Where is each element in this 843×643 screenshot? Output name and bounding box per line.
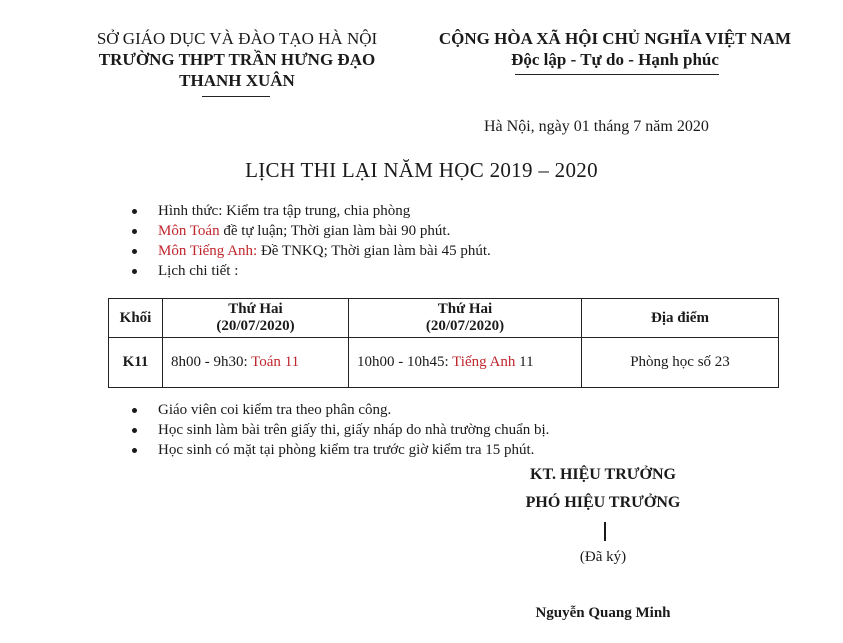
list-item bbox=[132, 221, 491, 241]
signer-name: Nguyễn Quang Minh bbox=[535, 605, 671, 621]
header-slot2-date: (20/07/2020) bbox=[425, 318, 505, 334]
issuer-underline bbox=[202, 96, 270, 97]
date-line: Hà Nội, ngày 01 tháng 7 năm 2020 bbox=[484, 118, 709, 135]
header-slot1 bbox=[163, 299, 349, 338]
table-row bbox=[109, 338, 779, 388]
header-slot2-day: Thứ Hai bbox=[437, 301, 493, 317]
header-location: Địa điểm bbox=[582, 299, 779, 338]
header-grade: Khối bbox=[109, 299, 163, 338]
signed-note: (Đã ký) bbox=[579, 549, 627, 565]
exam-schedule-table bbox=[108, 298, 779, 388]
header-slot1-day: Thứ Hai bbox=[228, 301, 283, 317]
note-text: Học sinh có mặt tại phòng kiểm tra trước giờ kiểm tra 15 phút. bbox=[158, 442, 535, 458]
list-item bbox=[132, 261, 491, 281]
note-text: Giáo viên coi kiểm tra theo phân công. bbox=[158, 402, 392, 418]
cell-location: Phòng học số 23 bbox=[582, 338, 779, 388]
national-header bbox=[410, 28, 820, 70]
format-text: Hình thức: Kiểm tra tập trung, chia phòng bbox=[158, 203, 411, 219]
exam-info-list bbox=[132, 201, 491, 281]
cell-slot1 bbox=[163, 338, 349, 388]
list-item bbox=[132, 241, 491, 261]
english-subject: Môn Tiếng Anh: bbox=[158, 243, 258, 259]
header-slot1-date: (20/07/2020) bbox=[216, 318, 295, 334]
signature-title-1: KT. HIỆU TRƯỞNG bbox=[530, 466, 676, 483]
note-text: Học sinh làm bài trên giấy thi, giấy nháp do nhà trường chuẩn bị. bbox=[158, 422, 550, 438]
table-header-row bbox=[109, 299, 779, 338]
list-item bbox=[132, 440, 549, 460]
slot2-time: 10h00 - 10h45: bbox=[357, 354, 453, 370]
list-item bbox=[132, 420, 549, 440]
district-name: THANH XUÂN bbox=[179, 71, 295, 90]
slot2-class: 11 bbox=[515, 354, 534, 370]
notes-list bbox=[132, 400, 549, 460]
school-name: TRƯỜNG THPT TRẦN HƯNG ĐẠO bbox=[98, 50, 376, 69]
department-name: SỞ GIÁO DỤC VÀ ĐÀO TẠO HÀ NỘI bbox=[96, 29, 378, 48]
list-item bbox=[132, 201, 491, 221]
slot2-subject: Tiếng Anh bbox=[452, 354, 516, 370]
issuer-block bbox=[72, 28, 402, 91]
document-title: LỊCH THI LẠI NĂM HỌC 2019 – 2020 bbox=[245, 158, 598, 182]
cell-grade: K11 bbox=[109, 338, 163, 388]
national-motto: Độc lập - Tự do - Hạnh phúc bbox=[511, 50, 719, 69]
signature-title-2: PHÓ HIỆU TRƯỞNG bbox=[525, 494, 681, 511]
list-item bbox=[132, 400, 549, 420]
country-name: CỘNG HÒA XÃ HỘI CHỦ NGHĨA VIỆT NAM bbox=[438, 29, 792, 48]
slot1-class: 11 bbox=[280, 354, 300, 370]
slot1-time: 8h00 - 9h30: bbox=[171, 354, 252, 370]
signature-mark bbox=[604, 522, 606, 541]
header-slot2 bbox=[349, 299, 582, 338]
english-detail: Đề TNKQ; Thời gian làm bài 45 phút. bbox=[257, 243, 491, 259]
cell-slot2 bbox=[349, 338, 582, 388]
slot1-subject: Toán bbox=[251, 354, 281, 370]
motto-underline bbox=[515, 74, 719, 75]
math-detail: đề tự luận; Thời gian làm bài 90 phút. bbox=[219, 223, 451, 239]
schedule-label: Lịch chi tiết : bbox=[158, 263, 239, 279]
math-subject: Môn Toán bbox=[158, 223, 220, 239]
